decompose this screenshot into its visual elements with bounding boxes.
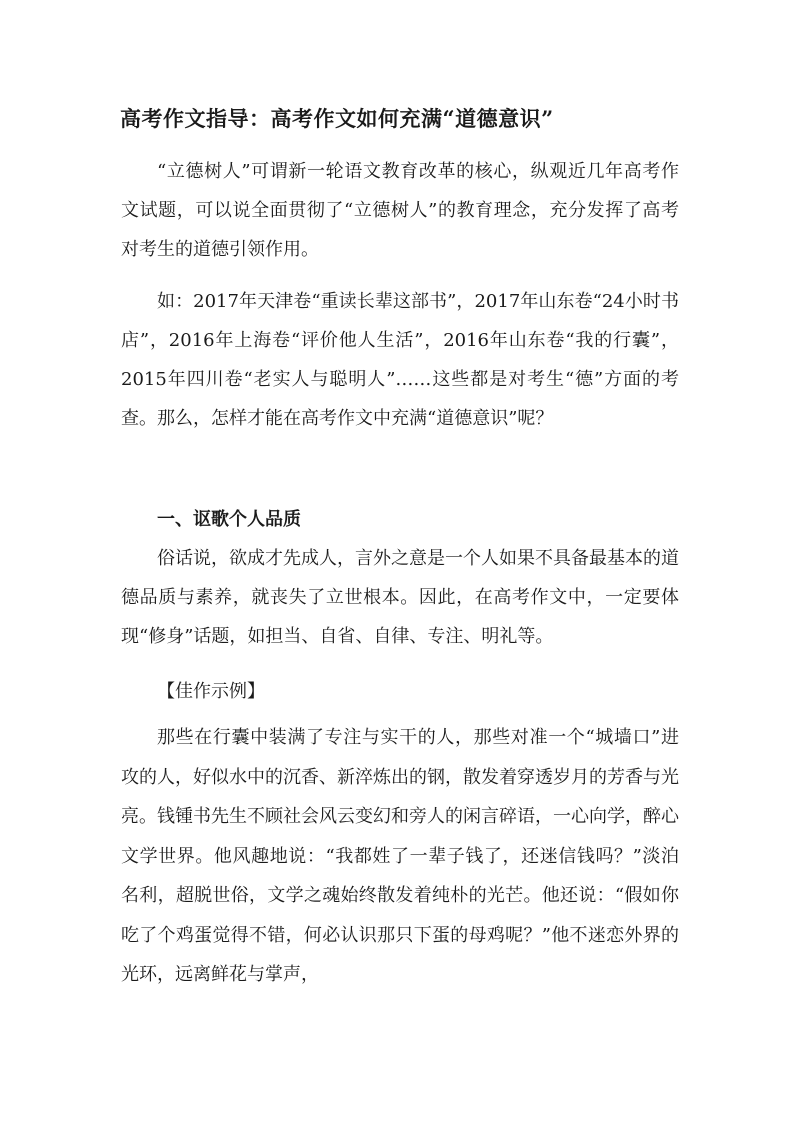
paragraph-example-essay: 那些在行囊中装满了专注与实干的人，那些对准一个“城墙口”进攻的人，好似水中的沉香、新淬炼出的钢，散发着穿透岁月的芳香与光亮。钱锺书先生不顾社会风云变幻和旁人的闲言碎语，一心向学，醉心文学世界。他风趣地说：“我都姓了一辈子钱了，还迷信钱吗？”淡泊名利，超脱世俗，文学之魂始终散发着纯朴的光芒。他还说：“假如你吃了个鸡蛋觉得不错，何必认识那只下蛋的母鸡呢？”他不迷恋外界的光环，远离鲜花与掌声， [121, 727, 679, 985]
paragraph-examples: 如：2017年天津卷“重读长辈这部书”，2017年山东卷“24小时书店”，2016年上海卷“评价他人生活”，2016年山东卷“我的行囊”，2015年四川卷“老实人与聪明人”……这些都是对考生“德”方面的考查。那么，怎样才能在高考作文中充满“道德意识”呢？ [121, 291, 679, 429]
section-heading: 一、讴歌个人品质 [157, 509, 301, 530]
example-tag: 【佳作示例】 [157, 681, 265, 702]
paragraph-personal-quality: 俗话说，欲成才先成人，言外之意是一个人如果不具备最基本的道德品质与素养，就丧失了立世根本。因此，在高考作文中，一定要体现“修身”话题，如担当、自省、自律、专注、明礼等。 [121, 548, 679, 647]
paragraph-intro: “立德树人”可谓新一轮语文教育改革的核心，纵观近几年高考作文试题，可以说全面贯彻了“立德树人”的教育理念，充分发挥了高考对考生的道德引领作用。 [121, 161, 679, 260]
document-title: 高考作文指导：高考作文如何充满“道德意识” [120, 106, 554, 131]
